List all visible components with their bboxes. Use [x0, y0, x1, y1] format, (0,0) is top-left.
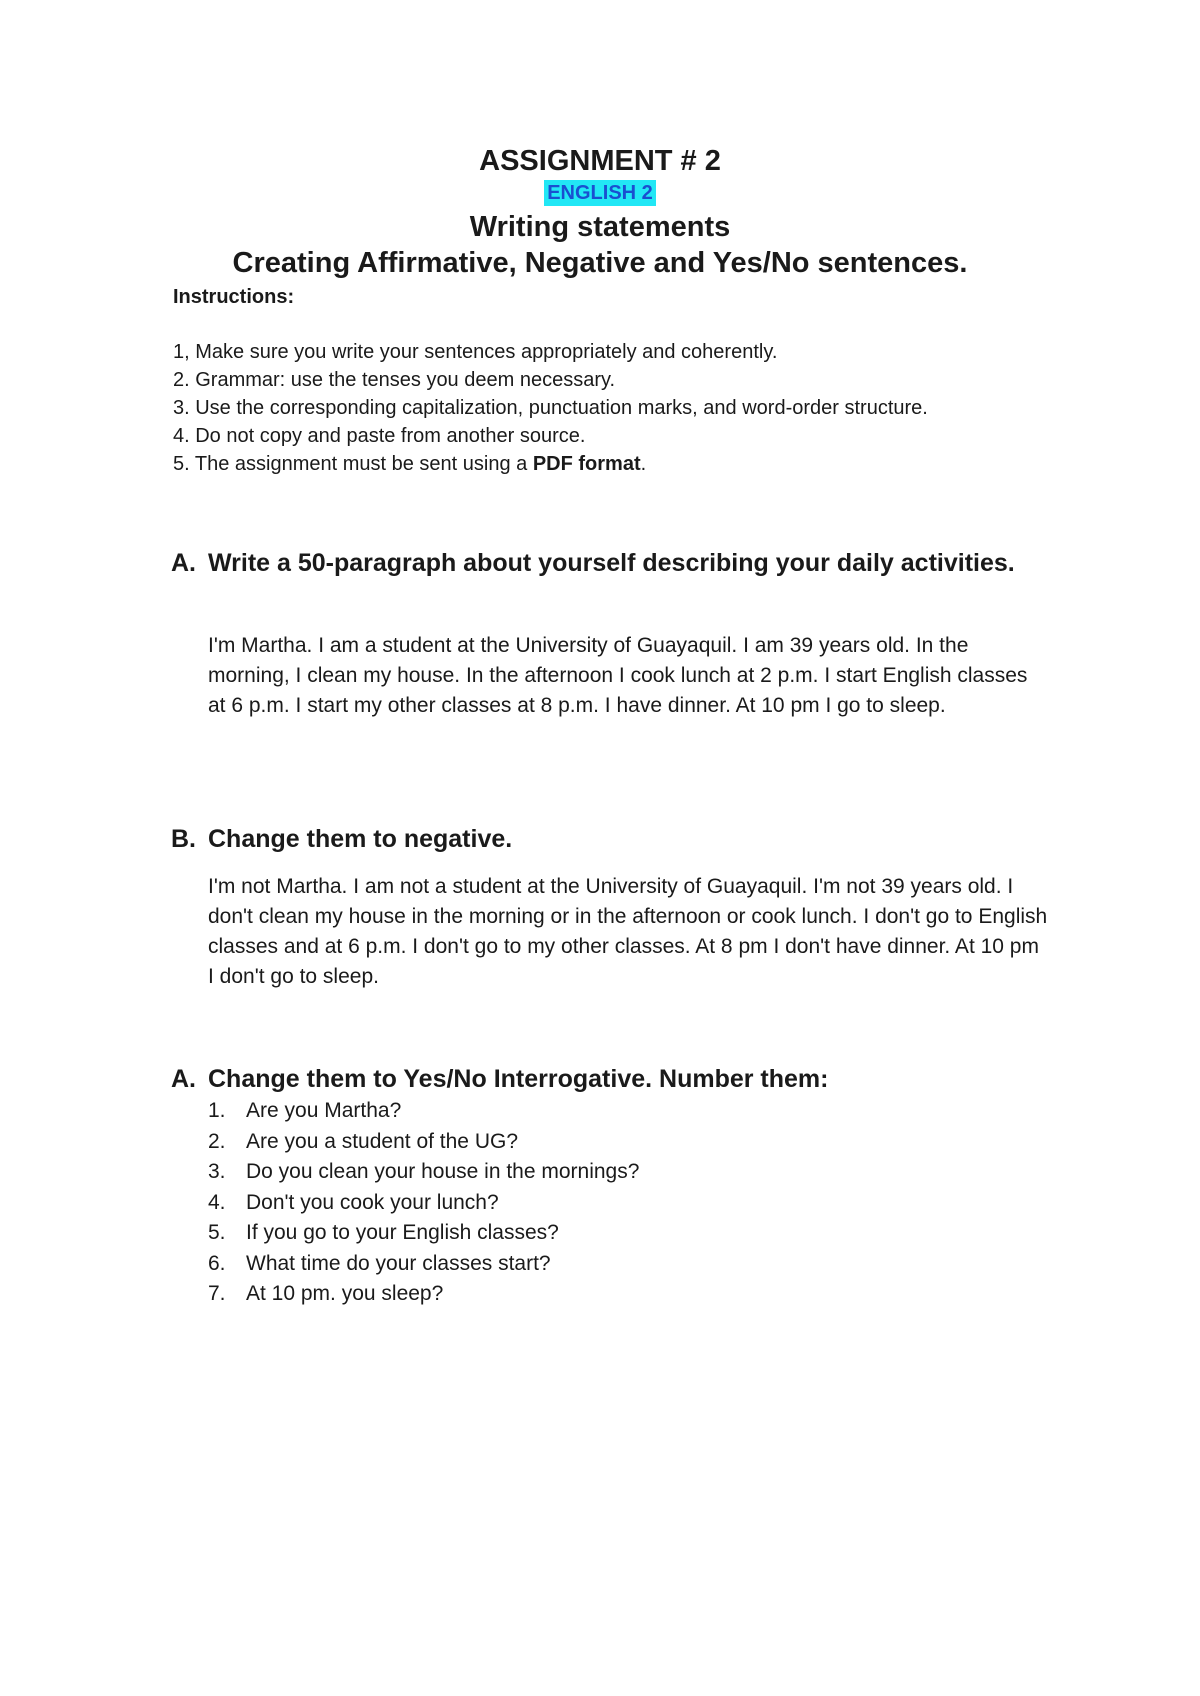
section-letter: A.: [171, 1065, 196, 1093]
page-subtitle: Writing statements: [469, 211, 731, 243]
question-number: 3.: [208, 1160, 226, 1183]
section-a-heading: [171, 546, 1048, 580]
section-a-body: I'm Martha. I am a student at the University of Guayaquil. I am 39 years old. In the morning, I clean my house. In the afternoon I cook lunch at 2 p.m. I start English classes at 6 p.m. I start my other classes at 8 p.m. I have dinner. At 10 pm I go to sleep.: [208, 634, 1028, 717]
question-text: Are you a student of the UG?: [246, 1129, 518, 1153]
instruction-item-bold: PDF format: [532, 453, 641, 475]
question-number: 4.: [208, 1190, 226, 1214]
question-text: What time do your classes start?: [246, 1251, 551, 1275]
section-b-heading: [171, 822, 1048, 856]
instructions-label: Instructions:: [173, 286, 295, 308]
list-item: [208, 1096, 1048, 1127]
section-b-body: I'm not Martha. I am not a student at the University of Guayaquil. I'm not 39 years old. I don't clean my house in the morning or in the afternoon or cook lunch. I don't go to English classes and at 6 p.m. I don't go to my other classes. At 8 pm I don't have dinner. At 10 pm I don't go to sleep.: [208, 875, 1048, 988]
question-number: 6.: [208, 1251, 226, 1275]
instruction-item-prefix: 5. The assignment must be sent using a: [173, 453, 533, 475]
instruction-item: [173, 450, 1043, 478]
list-item: [208, 1127, 1048, 1158]
list-item: [208, 1279, 1048, 1310]
section-heading-text: Change them to Yes/No Interrogative. Number them:: [208, 1065, 829, 1093]
instructions-list: [173, 338, 1043, 478]
question-number: 5.: [208, 1221, 226, 1244]
section-letter: B.: [171, 825, 196, 853]
instruction-item: 1, Make sure you write your sentences appropriately and coherently.: [173, 341, 778, 363]
question-text: At 10 pm. you sleep?: [246, 1282, 444, 1305]
question-text: Don't you cook your lunch?: [246, 1190, 499, 1214]
list-item: [208, 1157, 1048, 1188]
list-item: [208, 1218, 1048, 1249]
questions-list: [208, 1096, 1048, 1310]
list-item: [208, 1249, 1048, 1280]
instruction-item-suffix: .: [640, 453, 647, 475]
instruction-item: 2. Grammar: use the tenses you deem necessary.: [173, 369, 616, 391]
question-number: 2.: [208, 1129, 226, 1153]
section-c-heading: [171, 1062, 1048, 1096]
section-heading-text: Write a 50-paragraph about yourself describing your daily activities.: [208, 549, 1015, 577]
question-text: Do you clean your house in the mornings?: [246, 1160, 640, 1183]
question-text: Are you Martha?: [246, 1099, 402, 1122]
instruction-item: 4. Do not copy and paste from another source.: [173, 425, 586, 447]
course-line: [0, 180, 1200, 208]
section-heading-text: Change them to negative.: [208, 825, 513, 853]
question-number: 1.: [208, 1099, 226, 1122]
page-subtitle-secondary: Creating Affirmative, Negative and Yes/No sentences.: [232, 247, 968, 279]
instruction-item: 3. Use the corresponding capitalization, punctuation marks, and word-order structure.: [173, 397, 928, 419]
question-text: If you go to your English classes?: [246, 1221, 559, 1244]
page-title: ASSIGNMENT # 2: [479, 145, 721, 177]
question-number: 7.: [208, 1282, 226, 1305]
course-badge: ENGLISH 2: [544, 180, 656, 206]
section-letter: A.: [171, 549, 196, 577]
list-item: [208, 1188, 1048, 1219]
